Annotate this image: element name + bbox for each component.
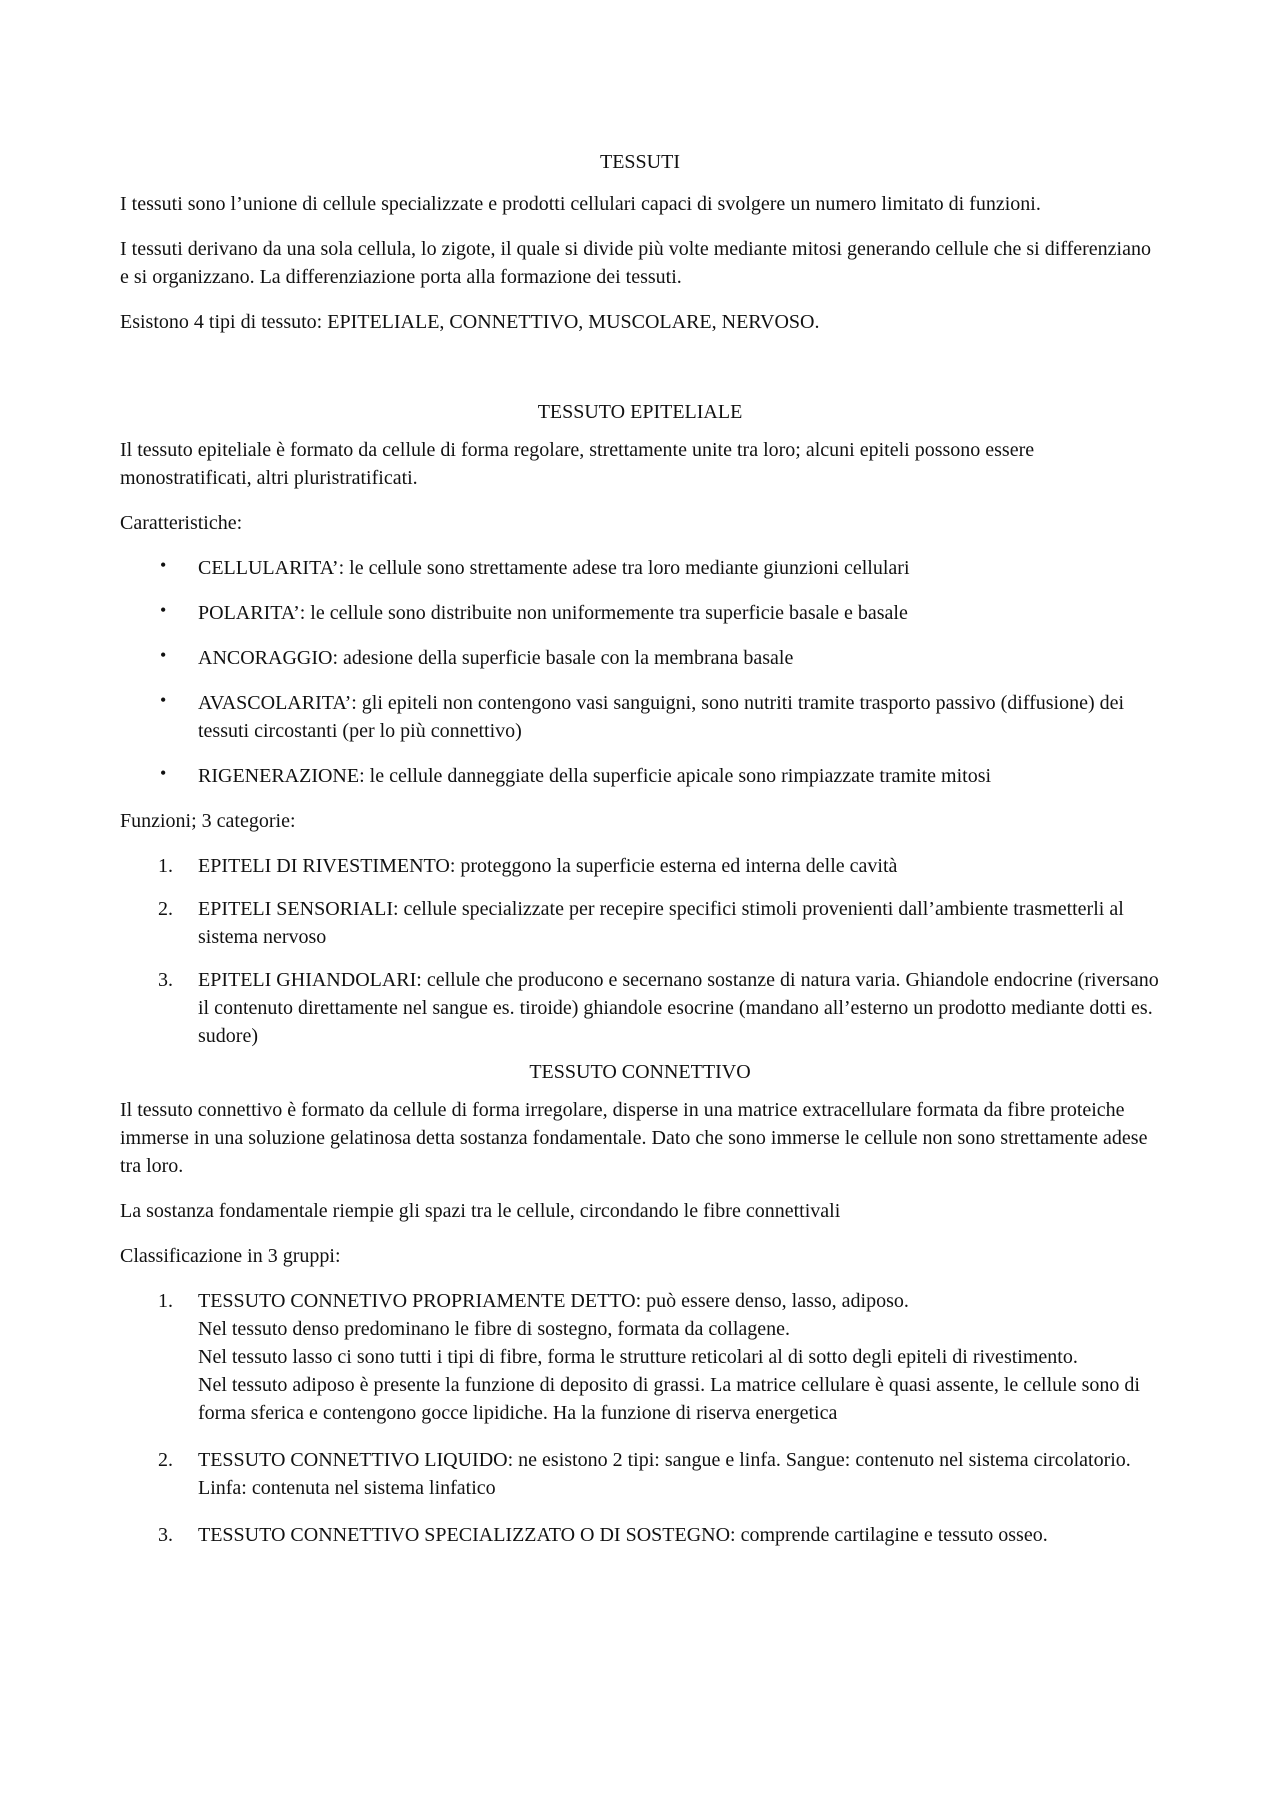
list-item-text: RIGENERAZIONE: le cellule danneggiate della superficie apicale sono rimpiazzate tramite mitosi [198,765,992,787]
list-item-text: EPITELI SENSORIALI: cellule specializzate per recepire specifici stimoli provenienti dall’ambiente trasmetterli al sistema nervoso [198,898,1124,948]
classificazione-label: Classificazione in 3 gruppi: [120,1245,341,1267]
section-heading-epiteliale: TESSUTO EPITELIALE [537,401,743,423]
list-item-line: Nel tessuto denso predominano le fibre di sostegno, formata da collagene. [198,1318,791,1340]
list-number: 1. [158,855,173,877]
caratteristiche-label: Caratteristiche: [120,512,243,534]
list-number: 1. [158,1290,173,1312]
bullet-marker: • [160,645,167,665]
list-item [120,554,1160,582]
list-item [120,599,1160,627]
list-number: 3. [158,969,173,991]
list-item-line: TESSUTO CONNETTIVO SPECIALIZZATO O DI SOSTEGNO: comprende cartilagine e tessuto osseo. [198,1524,1048,1546]
list-item-text: ANCORAGGIO: adesione della superficie basale con la membrana basale [198,647,794,669]
document-page [120,148,1160,1568]
intro-paragraph-1: I tessuti sono l’unione di cellule specializzate e prodotti cellulari capaci di svolgere un numero limitato di funzioni. [120,193,1041,215]
caratteristiche-list [120,554,1160,790]
list-item-line: Nel tessuto lasso ci sono tutti i tipi di fibre, forma le strutture reticolari al di sotto degli epiteli di rivestimento. [198,1346,1078,1368]
section-heading-connettivo: TESSUTO CONNETTIVO [529,1061,751,1083]
list-item [120,644,1160,672]
bullet-marker: • [160,555,167,575]
list-number: 3. [158,1524,173,1546]
list-item [120,762,1160,790]
epiteliale-description: Il tessuto epiteliale è formato da cellule di forma regolare, strettamente unite tra loro; alcuni epiteli possono essere monostratificati, altri pluristratificati. [120,439,1035,489]
funzioni-label: Funzioni; 3 categorie: [120,810,296,832]
list-item-line: TESSUTO CONNETIVO PROPRIAMENTE DETTO: può essere denso, lasso, adiposo. [198,1290,909,1312]
page-title: TESSUTI [600,151,680,173]
intro-paragraph-2: I tessuti derivano da una sola cellula, lo zigote, il quale si divide più volte mediante mitosi generando cellule che si differenziano e si organizzano. La differenziazione porta alla formazione dei tessuti. [120,238,1151,288]
list-item-line: TESSUTO CONNETTIVO LIQUIDO: ne esistono 2 tipi: sangue e linfa. Sangue: contenuto nel sistema circolatorio. Linfa: contenuta nel sistema linfatico [198,1449,1131,1499]
bullet-marker: • [160,763,167,783]
list-number: 2. [158,1449,173,1471]
bullet-marker: • [160,690,167,710]
list-number: 2. [158,898,173,920]
list-item [120,1287,1160,1427]
list-item [120,689,1160,745]
list-item [120,1521,1160,1549]
list-item [120,852,1160,880]
list-item [120,966,1160,1050]
list-item [120,895,1160,951]
list-item-text: EPITELI GHIANDOLARI: cellule che producono e secernano sostanze di natura varia. Ghiandole endocrine (riversano il contenuto direttamente nel sangue es. tiroide) ghiandole esocrine (mandano all’esterno un prodotto mediante dotti es. sudore) [198,969,1159,1047]
list-item-text: POLARITA’: le cellule sono distribuite non uniformemente tra superficie basale e basale [198,602,908,624]
list-item-text: EPITELI DI RIVESTIMENTO: proteggono la superficie esterna ed interna delle cavità [198,855,898,877]
sostanza-paragraph: La sostanza fondamentale riempie gli spazi tra le cellule, circondando le fibre connettivali [120,1200,841,1222]
bullet-marker: • [160,600,167,620]
list-item-line: Nel tessuto adiposo è presente la funzione di deposito di grassi. La matrice cellulare è quasi assente, le cellule sono di forma sferica e contengono gocce lipidiche. Ha la funzione di riserva energetica [198,1374,1140,1424]
classificazione-list [120,1287,1160,1549]
list-item-text: CELLULARITA’: le cellule sono strettamente adese tra loro mediante giunzioni cellulari [198,557,910,579]
intro-paragraph-3: Esistono 4 tipi di tessuto: EPITELIALE, CONNETTIVO, MUSCOLARE, NERVOSO. [120,311,820,333]
list-item-text: AVASCOLARITA’: gli epiteli non contengono vasi sanguigni, sono nutriti tramite trasporto passivo (diffusione) dei tessuti circostanti (per lo più connettivo) [198,692,1125,742]
connettivo-description: Il tessuto connettivo è formato da cellule di forma irregolare, disperse in una matrice extracellulare formata da fibre proteiche immerse in una soluzione gelatinosa detta sostanza fondamentale. Dato che sono immerse le cellule non sono strettamente adese tra loro. [120,1099,1148,1177]
funzioni-list [120,852,1160,1050]
list-item [120,1446,1160,1502]
